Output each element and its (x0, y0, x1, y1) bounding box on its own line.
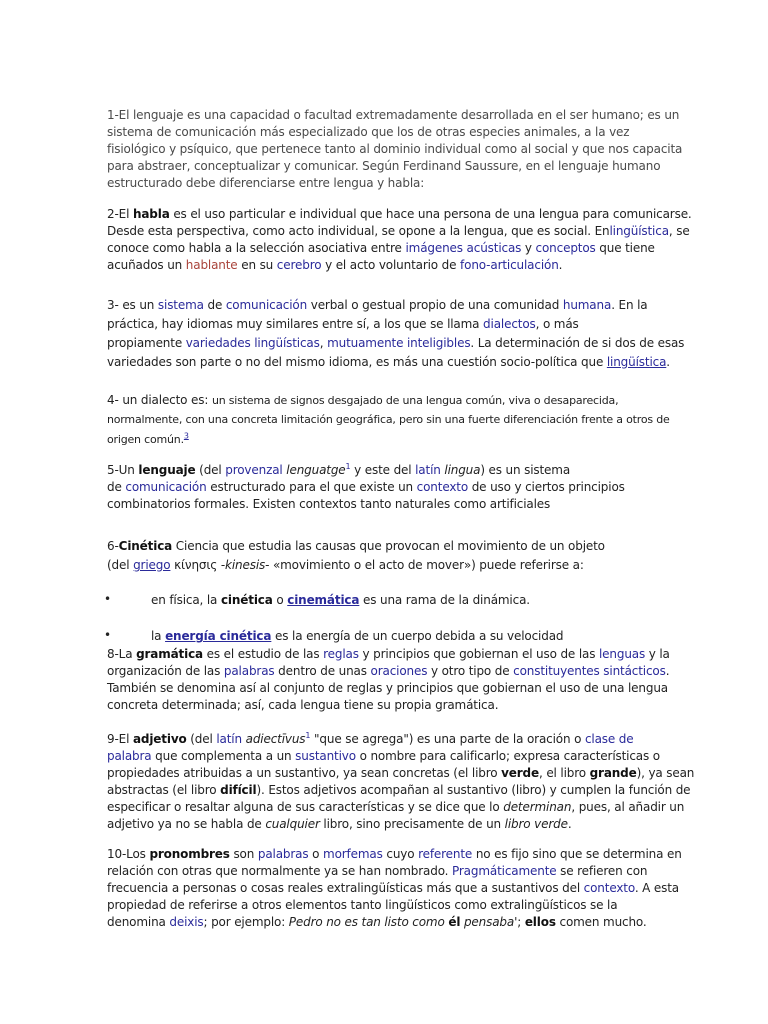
text: son (229, 847, 258, 861)
text: en su (237, 258, 277, 272)
text: 6- (107, 539, 119, 553)
link-energia-cinetica[interactable]: energía cinética (165, 629, 272, 643)
text: conoce como habla a la selección asociativa entre (107, 241, 406, 255)
paragraph-5-lenguaje (107, 462, 667, 513)
link-clase-de-palabra[interactable]: palabra (107, 749, 152, 763)
text: un sistema de signos desgajado de una lengua común, viva o desaparecida, (211, 394, 619, 407)
text: . En la (611, 298, 648, 312)
text: κίνησις - (170, 558, 226, 572)
text: y otro tipo de (427, 664, 514, 678)
footnote-ref[interactable]: 3 (183, 431, 189, 441)
paragraph-4-dialecto (107, 390, 670, 450)
text: y la (645, 647, 670, 661)
paragraph-2-habla (107, 206, 692, 274)
link-oraciones[interactable]: oraciones (370, 664, 428, 678)
text: propiamente (107, 336, 186, 350)
text: 8-La (107, 647, 137, 661)
text: es el uso particular e individual que hace una persona de una lengua para comunicarse. (169, 207, 692, 221)
text: Desde esta perspectiva, como acto individual, se opone a la lengua, que es social. En (107, 224, 610, 238)
link-comunicacion[interactable]: comunicación (125, 480, 207, 494)
text: que complementa a un (151, 749, 296, 763)
text: ; (517, 915, 525, 929)
p1-line: sistema de comunicación más especializado que los de otras especies animales, a la vez (107, 125, 630, 139)
text: y el acto voluntario de (321, 258, 461, 272)
text: kinesis (225, 558, 266, 572)
text: grande (589, 766, 637, 780)
link-humana[interactable]: humana (562, 298, 612, 312)
text: combinatorios formales. Existen contextos tanto naturales como artificiales (107, 497, 551, 511)
bullet-item-cinetica (151, 592, 530, 609)
link-hablante[interactable]: hablante (185, 258, 238, 272)
term-cinetica: Cinética (118, 539, 173, 553)
text: pensaba' (460, 915, 518, 929)
text: y principios que gobiernan el uso de las (358, 647, 599, 661)
link-dialectos[interactable]: dialectos (483, 317, 536, 331)
p1-line: estructurado debe diferenciarse entre lengua y habla: (107, 176, 425, 190)
text: . (558, 258, 563, 272)
text: es la energía de un cuerpo debida a su velocidad (271, 629, 564, 643)
text: concreta determinada; así, cada lengua tiene su propia gramática. (107, 698, 499, 712)
text: difícil (220, 783, 257, 797)
text: libro, sino precisamente de un (319, 817, 505, 831)
text: , se (668, 224, 690, 238)
text: 4- un dialecto es: (107, 393, 212, 407)
term-cinetica: cinética (220, 593, 273, 607)
text: especificar o resaltar alguna de sus características y se dice que lo (107, 800, 504, 814)
text: propiedades atribuidas a un sustantivo, ya sean concretas (el libro (107, 766, 502, 780)
text: 5-Un (107, 463, 139, 477)
link-provenzal[interactable]: provenzal (225, 463, 283, 477)
text: o (308, 847, 324, 861)
link-mutuamente-inteligibles[interactable]: mutuamente inteligibles (327, 336, 471, 350)
text: adjetivo ya no se habla de (107, 817, 266, 831)
text: o nombre para calificarlo; expresa características o (355, 749, 660, 763)
footnote-ref[interactable]: 1 (345, 462, 351, 471)
text: 2-El (107, 207, 133, 221)
paragraph-9-adjetivo (107, 731, 695, 833)
text: cuyo (382, 847, 419, 861)
text: dentro de unas (274, 664, 371, 678)
footnote-ref[interactable]: 1 (305, 731, 311, 740)
text: variedades son parte o no del mismo idioma, es más una cuestión socio-política que (107, 355, 607, 369)
text: 3- es un (107, 298, 158, 312)
term-gramatica: gramática (136, 647, 203, 661)
text: lenguatge (286, 463, 346, 477)
text: (del (186, 732, 217, 746)
text: de (107, 480, 126, 494)
text: 9-El (107, 732, 133, 746)
text: o (272, 593, 288, 607)
link-fono-articulacion[interactable]: fono-articulación (460, 258, 559, 272)
text: abstractas (el libro (107, 783, 221, 797)
link-sustantivo[interactable]: sustantivo (295, 749, 356, 763)
text: acuñados un (107, 258, 186, 272)
paragraph-8-gramatica (107, 646, 670, 714)
paragraph-10-pronombres (107, 846, 682, 931)
link-referente[interactable]: referente (418, 847, 473, 861)
link-contexto[interactable]: contexto (583, 881, 635, 895)
link-clase-de-palabra[interactable]: clase de (584, 732, 634, 746)
term-lenguaje: lenguaje (138, 463, 196, 477)
text: lingua (444, 463, 481, 477)
text: libro verde (504, 817, 568, 831)
text: denomina (107, 915, 170, 929)
text: determinan (503, 800, 572, 814)
text: la (151, 629, 166, 643)
text: es el estudio de las (203, 647, 324, 661)
text: . A esta (634, 881, 679, 895)
text: práctica, hay idiomas muy similares entre sí, a los que se llama (107, 317, 484, 331)
link-constituyentes-sintacticos[interactable]: constituyentes sintácticos (513, 664, 666, 678)
link-griego[interactable]: griego (133, 558, 171, 572)
text: ellos (524, 915, 556, 929)
text: y (521, 241, 536, 255)
text: (del (195, 463, 226, 477)
text: Ciencia que estudia las causas que provocan el movimiento de un objeto (172, 539, 605, 553)
paragraph-3-sistema (107, 296, 685, 372)
link-cerebro[interactable]: cerebro (276, 258, 322, 272)
link-cinematica[interactable]: cinemática (287, 593, 360, 607)
text: verde (501, 766, 539, 780)
text: cualquier (265, 817, 320, 831)
link-lenguas[interactable]: lenguas (598, 647, 646, 661)
text: "que se agrega") es una parte de la oración o (310, 732, 585, 746)
link-linguistica[interactable]: lingüística (606, 355, 667, 369)
p1-line: fisiológico y psíquico, que pertenece tanto al dominio individual como al social y que nos capacita (107, 142, 683, 156)
link-latin[interactable]: latín (216, 732, 242, 746)
text: normalmente, con una concreta limitación geográfica, pero sin una fuerte diferenciación frente a otros de (107, 413, 670, 426)
text: , (319, 336, 328, 350)
text: . La determinación de si dos de esas (470, 336, 685, 350)
text: que tiene (595, 241, 655, 255)
text: , pues, al añadir un (571, 800, 685, 814)
text: ). Estos adjetivos acompañan al sustantivo (libro) y cumplen la función de (256, 783, 691, 797)
link-palabras[interactable]: palabras (223, 664, 275, 678)
text: es una rama de la dinámica. (359, 593, 530, 607)
text: propiedad de referirse a otros elementos tanto lingüísticos como extralingüísticos se la (107, 898, 618, 912)
link-variedades-linguisticas[interactable]: variedades lingüísticas (185, 336, 320, 350)
text: de (203, 298, 226, 312)
text: ; por ejemplo: (203, 915, 289, 929)
text: verbal o gestual propio de una comunidad (307, 298, 563, 312)
text: Pedro no es tan listo como (288, 915, 449, 929)
text: adiectīvus (245, 732, 306, 746)
link-linguistica[interactable]: lingüística (609, 224, 669, 238)
text: . (665, 664, 670, 678)
p1-line: 1-El lenguaje es una capacidad o facultad extremadamente desarrollada en el ser humano; es un (107, 108, 680, 122)
paragraph-1-lenguaje (107, 107, 683, 192)
text: no es fijo sino que se determina en (472, 847, 682, 861)
text: origen común. (107, 433, 184, 446)
term-habla: habla (132, 207, 170, 221)
text: (del (107, 558, 134, 572)
bullet-item-energia (151, 628, 563, 645)
bullet-marker: • (104, 592, 112, 606)
text: ), ya sean (636, 766, 695, 780)
text: , el libro (538, 766, 590, 780)
bullet-marker: • (104, 628, 112, 642)
text: ) es un sistema (480, 463, 571, 477)
text: y este del (350, 463, 416, 477)
link-comunicacion[interactable]: comunicación (225, 298, 308, 312)
link-morfemas[interactable]: morfemas (323, 847, 383, 861)
link-palabras[interactable]: palabras (257, 847, 309, 861)
link-conceptos[interactable]: conceptos (535, 241, 596, 255)
link-pragmaticamente[interactable]: Pragmáticamente (452, 864, 557, 878)
text: , o más (535, 317, 579, 331)
text: 10-Los (107, 847, 150, 861)
text: en física, la (151, 593, 221, 607)
p1-line: para abstraer, conceptualizar y comunicar. Según Ferdinand Saussure, en el lenguaje humano (107, 159, 661, 173)
text: se refieren con (556, 864, 648, 878)
term-pronombres: pronombres (149, 847, 230, 861)
text: organización de las (107, 664, 224, 678)
term-adjetivo: adjetivo (132, 732, 187, 746)
text: frecuencia a personas o cosas reales extralingüísticas más que a sustantivos del (107, 881, 584, 895)
text: . (666, 355, 670, 369)
link-latin[interactable]: latín (415, 463, 441, 477)
text: de uso y ciertos principios (468, 480, 625, 494)
text: él (448, 915, 461, 929)
text: comen mucho. (555, 915, 647, 929)
text: estructurado para el que existe un (206, 480, 417, 494)
link-contexto[interactable]: contexto (416, 480, 469, 494)
link-sistema[interactable]: sistema (157, 298, 204, 312)
text: - «movimiento o el acto de mover») puede referirse a: (265, 558, 584, 572)
text: . (567, 817, 572, 831)
paragraph-6-cinetica (107, 537, 667, 575)
link-reglas[interactable]: reglas (323, 647, 359, 661)
link-deixis[interactable]: deixis (169, 915, 204, 929)
link-imagenes-acusticas[interactable]: imágenes acústicas (405, 241, 522, 255)
text: relación con otras que normalmente ya se han nombrado. (107, 864, 453, 878)
text: También se denomina así al conjunto de reglas y principios que gobiernan el uso de una lengua (107, 681, 668, 695)
